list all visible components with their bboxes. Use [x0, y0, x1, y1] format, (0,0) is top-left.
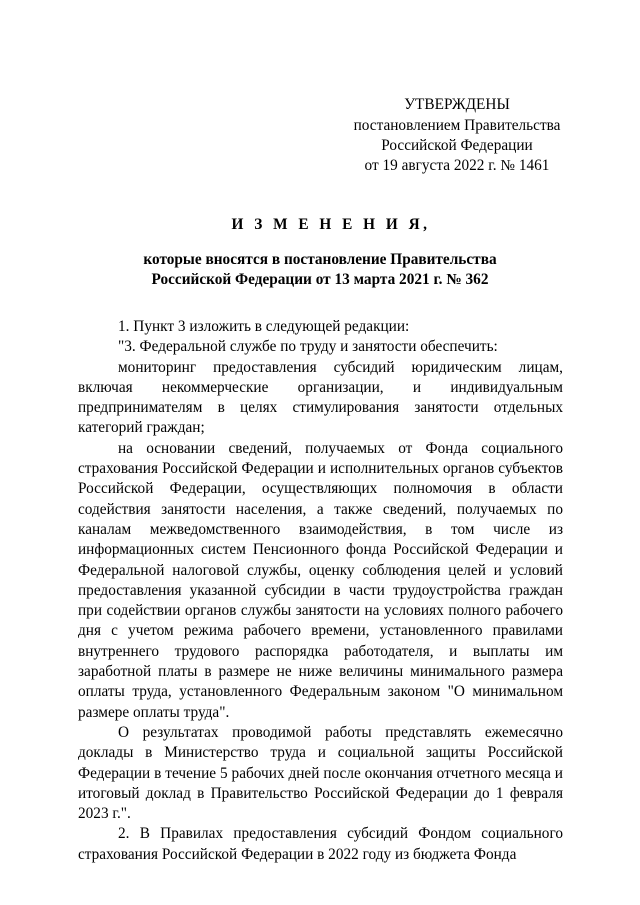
document-title: И З М Е Н Е Н И Я, — [231, 216, 431, 233]
document-title-block — [0, 215, 640, 290]
approval-heading: УТВЕРЖДЕНЫ — [404, 96, 510, 113]
approval-line-2: Российской Федерации — [381, 137, 533, 154]
paragraph-assessment: на основании сведений, получаемых от Фонда социального страхования Российской Федерации и исполнительных органов субъектов Российской Федерации, осуществляющих полномочия в области содействия занятости населения, а также сведений, получаемых по каналам межведомственного взаимодействия, в том числе из информационных систем Пенсионного фонда Российской Федерации и Федеральной налоговой службы, оценку соблюдения целей и условий предоставления указанной субсидии в части трудоустройства граждан при содействии органов службы занятости на условиях полного рабочего дня с учетом режима рабочего времени, установленного правилами внутреннего трудового распорядка работодателя, и выплаты им заработной платы в размере не ниже величины минимального размера оплаты труда, установленного Федеральным законом "О минимальном размере оплаты труда". — [78, 439, 563, 721]
paragraph-item-2: 2. В Правилах предоставления субсидий Фондом социального страхования Российской Федерации в 2022 году из бюджета Фонда — [78, 825, 563, 863]
document-body — [78, 317, 563, 865]
paragraph-quoted-clause: "3. Федеральной службе по труду и занятости обеспечить: — [118, 338, 498, 356]
paragraph-reporting: О результатах проводимой работы представлять ежемесячно доклады в Министерство труда и социальной защиты Российской Федерации в течение 5 рабочих дней после окончания отчетного месяца и итоговый доклад в Правительство Российской Федерации до 1 февраля 2023 г.". — [78, 723, 563, 823]
approval-stamp — [352, 95, 562, 176]
document-subtitle-line-1: которые вносятся в постановление Правительства — [143, 251, 497, 268]
paragraph-monitoring: мониторинг предоставления субсидий юридическим лицам, включая некоммерческие организации, и индивидуальным предпринимателям в целях стимулирования занятости отдельных категорий граждан; — [78, 358, 563, 437]
approval-date-number: от 19 августа 2022 г. № 1461 — [364, 157, 550, 174]
document-subtitle-line-2: Российской Федерации от 13 марта 2021 г. № 362 — [151, 271, 489, 288]
paragraph-item-1: 1. Пункт 3 изложить в следующей редакции: — [118, 318, 410, 335]
approval-line-1: постановлением Правительства — [353, 117, 561, 134]
